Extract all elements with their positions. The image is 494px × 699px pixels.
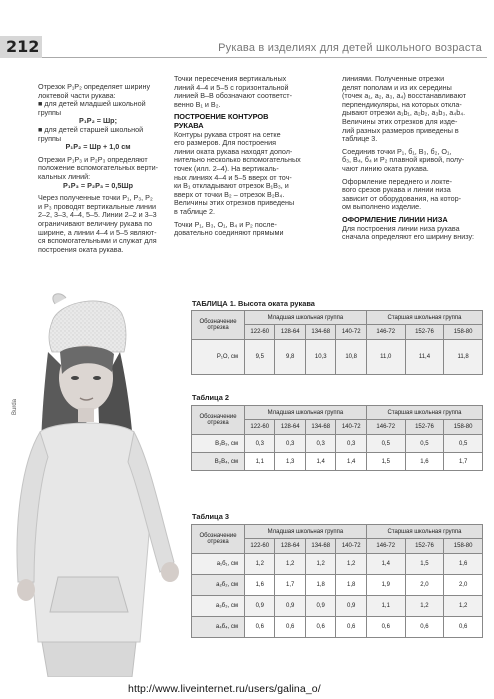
photo-credit: Burda bbox=[12, 398, 18, 415]
col1-line: и P₃ проводят вертикальные линии bbox=[38, 201, 157, 211]
table-cell: 1,7 bbox=[444, 453, 483, 471]
table-cell: 0,5 bbox=[444, 435, 483, 453]
col2-line: Контуры рукава строят на сетке bbox=[174, 129, 281, 139]
row-label: В₁В₃, см bbox=[192, 435, 245, 453]
col2-line: вверх от точки В₂ – отрезок В₂В₄. bbox=[174, 189, 285, 199]
table-cell: 0,3 bbox=[305, 435, 335, 453]
table-cell: 0,9 bbox=[305, 596, 335, 617]
size-header: 140-72 bbox=[336, 420, 366, 435]
size-header: 128-64 bbox=[275, 420, 305, 435]
col1-line: P₁P₂ = Шр; bbox=[79, 116, 117, 126]
column-header-label: Обозначение отрезка bbox=[192, 525, 245, 554]
col3-line: лий разных размеров приведены в bbox=[342, 125, 459, 135]
table-cell: 0,6 bbox=[405, 617, 444, 638]
table-cell: 1,6 bbox=[444, 554, 483, 575]
table-cell: 1,1 bbox=[245, 453, 275, 471]
group-junior-header: Младшая школьная группа bbox=[245, 525, 367, 539]
col3-line: Для построения линии низа рукава bbox=[342, 223, 460, 233]
col3-line: Величины этих отрезков для изде- bbox=[342, 116, 458, 126]
col2-line: ных линиях 4–4 и 5–5 вверх от точ- bbox=[174, 172, 292, 182]
table-cell: 1,2 bbox=[405, 596, 444, 617]
table-cell: 2,0 bbox=[405, 575, 444, 596]
col3-line: Соединив точки P₁, б₁, В₃, б₂, O₁, bbox=[342, 146, 452, 156]
size-header: 128-64 bbox=[275, 325, 305, 340]
col3-line: вого срезов рукава и линии низа bbox=[342, 185, 451, 195]
text-column-1 bbox=[38, 83, 158, 254]
table-cell: 1,4 bbox=[336, 453, 366, 471]
col3-line: б₃, В₄, б₄ и P₂ плавной кривой, полу- bbox=[342, 155, 465, 165]
col1-line: ■ для детей младшей школьной bbox=[38, 99, 146, 109]
size-header: 158-80 bbox=[444, 325, 483, 340]
size-header: 134-68 bbox=[305, 325, 335, 340]
col3-line: зависит от оборудования, на котор- bbox=[342, 193, 461, 203]
col1-line: Отрезок P₁P₂ определяет ширину bbox=[38, 82, 151, 91]
source-url: http://www.liveinternet.ru/users/galina_o/ bbox=[128, 683, 321, 695]
col3-line: перпендикуляры, на которых откла- bbox=[342, 99, 462, 109]
table-row bbox=[192, 575, 483, 596]
col2-line: нительно несколько вспомогательных bbox=[174, 155, 301, 165]
table-cell: 1,5 bbox=[405, 554, 444, 575]
table-cell: 0,9 bbox=[275, 596, 305, 617]
text-column-3 bbox=[342, 75, 488, 242]
table-cell: 1,8 bbox=[336, 575, 366, 596]
col1-line: группы bbox=[38, 133, 62, 143]
col1-line: ся вспомогательными и служат для bbox=[38, 236, 157, 246]
row-label: В₂В₄, см bbox=[192, 453, 245, 471]
size-header: 140-72 bbox=[336, 325, 366, 340]
size-header: 158-80 bbox=[444, 420, 483, 435]
col1-line: локтевой части рукава: bbox=[38, 90, 116, 100]
table-cell: 0,5 bbox=[405, 435, 444, 453]
table-cell: 1,6 bbox=[405, 453, 444, 471]
col2-line: Точки пересечения вертикальных bbox=[174, 74, 287, 83]
col3-line: чают линию оката рукава. bbox=[342, 163, 429, 173]
table-cell: 1,5 bbox=[366, 453, 405, 471]
col1-line: группы bbox=[38, 107, 62, 117]
col2-line: в таблице 2. bbox=[174, 206, 216, 216]
table-cell: 1,3 bbox=[275, 453, 305, 471]
table-cell: 0,3 bbox=[336, 435, 366, 453]
column-header-label: Обозначение отрезка bbox=[192, 311, 245, 340]
table-cell: 1,2 bbox=[305, 554, 335, 575]
col1-line: P₁P₃ = P₂P₃ = 0,5Шр bbox=[63, 180, 133, 190]
col2-line: ПОСТРОЕНИЕ КОНТУРОВ bbox=[174, 112, 269, 122]
table2-title: Таблица 2 bbox=[192, 393, 229, 402]
col2-line: точек (илл. 2–4). На вертикаль- bbox=[174, 163, 279, 173]
col3-line: (точек a₁, a₂, a₃, a₄) восстанавливают bbox=[342, 91, 466, 101]
group-junior-header: Младшая школьная группа bbox=[245, 406, 367, 420]
size-header: 158-80 bbox=[444, 539, 483, 554]
col3-line: линиями. Полученные отрезки bbox=[342, 74, 445, 83]
table-cell: 9,5 bbox=[245, 340, 275, 375]
table-cell: 0,6 bbox=[305, 617, 335, 638]
col1-line: ■ для детей старшей школьной bbox=[38, 124, 144, 134]
col2-line: РУКАВА bbox=[174, 120, 204, 130]
col1-line: построения оката рукава. bbox=[38, 244, 124, 254]
row-label: a₁б₁, см bbox=[192, 554, 245, 575]
group-senior-header: Старшая школьная группа bbox=[366, 525, 482, 539]
table-2 bbox=[191, 405, 483, 471]
col3-line: Оформление переднего и локте- bbox=[342, 176, 453, 186]
col2-line: линией В–В обозначают соответст- bbox=[174, 91, 292, 101]
col1-line: Через полученные точки P₁, P₃, P₂ bbox=[38, 193, 153, 203]
table-cell: 0,6 bbox=[245, 617, 275, 638]
size-header: 122-60 bbox=[245, 420, 275, 435]
table-cell: 1,9 bbox=[366, 575, 405, 596]
row-label: P₁O, см bbox=[192, 340, 245, 375]
size-header: 146-72 bbox=[366, 325, 405, 340]
size-header: 134-68 bbox=[305, 420, 335, 435]
col3-line: ом выполнено изделие. bbox=[342, 202, 422, 212]
table-cell: 0,9 bbox=[336, 596, 366, 617]
group-senior-header: Старшая школьная группа bbox=[366, 406, 482, 420]
table-cell: 2,0 bbox=[444, 575, 483, 596]
col3-line: сначала определяют его ширину внизу: bbox=[342, 232, 475, 242]
table-row bbox=[192, 596, 483, 617]
col1-line: положение вспомогательных верти- bbox=[38, 163, 159, 173]
table-row bbox=[192, 453, 483, 471]
table-cell: 11,0 bbox=[366, 340, 405, 375]
table-cell: 0,6 bbox=[336, 617, 366, 638]
group-senior-header: Старшая школьная группа bbox=[366, 311, 482, 325]
col2-line: линии оката рукава находят допол- bbox=[174, 146, 293, 156]
col2-line: Величины этих отрезков приведены bbox=[174, 198, 295, 208]
size-header: 134-68 bbox=[305, 539, 335, 554]
page-number: 212 bbox=[6, 37, 40, 56]
col1-line: ограничивают величину рукава по bbox=[38, 218, 153, 228]
col1-line: ширине, а линии 4–4 и 5–5 являют- bbox=[38, 227, 157, 237]
column-header-label: Обозначение отрезка bbox=[192, 406, 245, 435]
text-column-2 bbox=[174, 75, 330, 238]
table-cell: 1,1 bbox=[366, 596, 405, 617]
table-cell: 0,5 bbox=[366, 435, 405, 453]
table-cell: 9,8 bbox=[275, 340, 305, 375]
size-header: 146-72 bbox=[366, 420, 405, 435]
girl-photo bbox=[0, 282, 190, 677]
size-header: 146-72 bbox=[366, 539, 405, 554]
table-cell: 0,6 bbox=[275, 617, 305, 638]
table-cell: 11,4 bbox=[405, 340, 444, 375]
table-cell: 0,6 bbox=[366, 617, 405, 638]
col1-line: кальных линий: bbox=[38, 171, 91, 181]
size-header: 128-64 bbox=[275, 539, 305, 554]
table-cell: 1,4 bbox=[366, 554, 405, 575]
col2-line: Точки P₁, В₃, O₁, В₄ и P₂ после- bbox=[174, 219, 277, 229]
table-cell: 0,9 bbox=[245, 596, 275, 617]
table-row bbox=[192, 554, 483, 575]
table-row bbox=[192, 340, 483, 375]
running-title: Рукава в изделиях для детей школьного возраста bbox=[218, 42, 482, 54]
table-row bbox=[192, 435, 483, 453]
row-label: a₃б₃, см bbox=[192, 596, 245, 617]
size-header: 122-60 bbox=[245, 539, 275, 554]
table-row bbox=[192, 617, 483, 638]
col3-line: делят пополам и из их середины bbox=[342, 82, 452, 92]
table-cell: 1,8 bbox=[305, 575, 335, 596]
size-header: 152-76 bbox=[405, 325, 444, 340]
table-3 bbox=[191, 524, 483, 638]
table1-title: ТАБЛИЦА 1. Высота оката рукава bbox=[192, 299, 315, 308]
table-cell: 10,3 bbox=[305, 340, 335, 375]
table-cell: 1,2 bbox=[245, 554, 275, 575]
size-header: 152-76 bbox=[405, 539, 444, 554]
row-label: a₄б₄, см bbox=[192, 617, 245, 638]
col1-line: Отрезки P₁P₃ и P₂P₃ определяют bbox=[38, 154, 148, 164]
table3-title: Таблица 3 bbox=[192, 512, 229, 521]
row-label: a₂б₂, см bbox=[192, 575, 245, 596]
table-cell: 1,6 bbox=[245, 575, 275, 596]
size-header: 122-60 bbox=[245, 325, 275, 340]
table-cell: 1,4 bbox=[305, 453, 335, 471]
table-cell: 0,3 bbox=[275, 435, 305, 453]
group-junior-header: Младшая школьная группа bbox=[245, 311, 367, 325]
col2-line: довательно соединяют прямыми bbox=[174, 228, 284, 238]
col2-line: венно В₁ и В₂. bbox=[174, 99, 221, 109]
table-1 bbox=[191, 310, 483, 375]
size-header: 152-76 bbox=[405, 420, 444, 435]
table-cell: 10,8 bbox=[336, 340, 366, 375]
col1-line: P₁P₂ = Шр + 1,0 см bbox=[65, 142, 131, 152]
header-rule bbox=[42, 57, 487, 58]
col3-line: ОФОРМЛЕНИЕ ЛИНИИ НИЗА bbox=[342, 214, 448, 224]
col2-line: ки В₁ откладывают отрезок В₁В₃, и bbox=[174, 181, 289, 191]
size-header: 140-72 bbox=[336, 539, 366, 554]
col2-line: линий 4–4 и 5–5 с горизонтальной bbox=[174, 82, 289, 92]
table-cell: 0,3 bbox=[245, 435, 275, 453]
table-cell: 11,8 bbox=[444, 340, 483, 375]
col3-line: таблице 3. bbox=[342, 134, 378, 144]
table-cell: 1,2 bbox=[444, 596, 483, 617]
table-cell: 0,6 bbox=[444, 617, 483, 638]
col2-line: его размеров. Для построения bbox=[174, 138, 277, 148]
col3-line: дывают отрезки a₁b₁, a₂b₂, a₃b₃, a₄b₄. bbox=[342, 108, 466, 118]
table-cell: 1,7 bbox=[275, 575, 305, 596]
table-cell: 1,2 bbox=[336, 554, 366, 575]
table-cell: 1,2 bbox=[275, 554, 305, 575]
col1-line: 2–2, 3–3, 4–4, 5–5. Линии 2–2 и 3–3 bbox=[38, 210, 157, 220]
